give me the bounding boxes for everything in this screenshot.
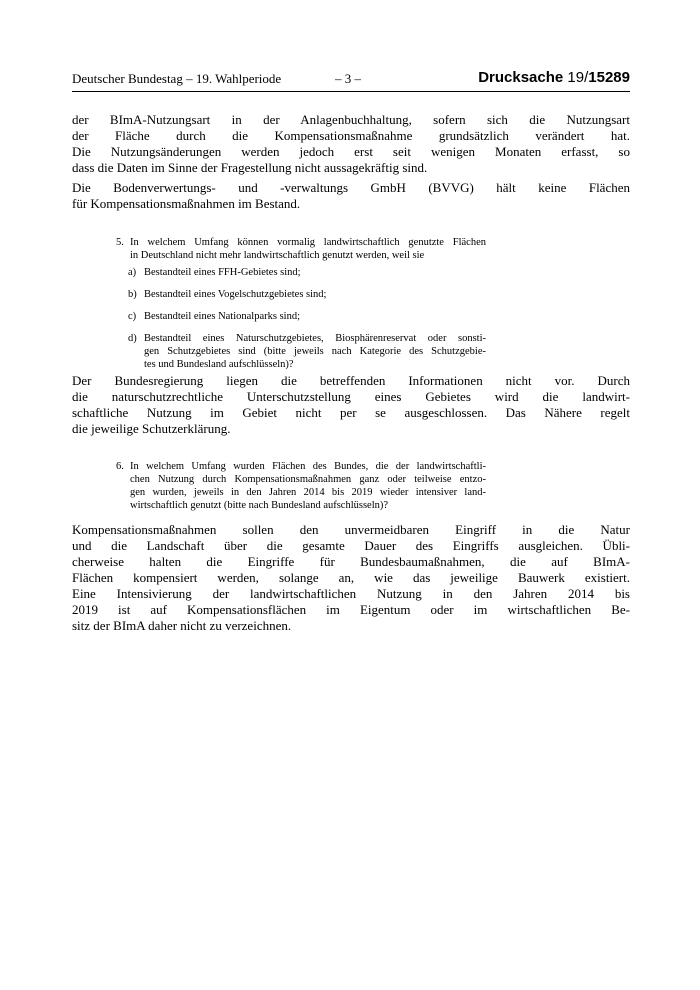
drucksache-label: Drucksache: [478, 69, 564, 86]
drucksache-number: [478, 69, 630, 86]
question-number: 6.: [116, 461, 124, 472]
subitem-a: [128, 266, 486, 279]
subitem-letter: b): [128, 289, 137, 300]
text-line: Kompensationsmaßnahmen sollen den unvermeidbaren Eingriff in die Natur: [72, 522, 630, 537]
question-line: chen Nutzung durch Kompensationsmaßnahmen ganz oder teilweise entzo-: [130, 474, 486, 485]
question-line: wirtschaftlich genutzt (bitte nach Bundesland aufschlüsseln)?: [130, 500, 389, 511]
subitem-letter: c): [128, 311, 137, 322]
text-line: Flächen kompensiert werden, solange an, wie das jeweilige Bauwerk existiert.: [72, 570, 630, 585]
text-line: dass die Daten im Sinne der Fragestellung nicht aussagekräftig sind.: [72, 160, 428, 175]
text-line: und die Landschaft über die gesamte Dauer des Eingriffs ausgleichen. Übli-: [72, 538, 630, 553]
answer-paragraph-3: [72, 373, 630, 437]
text-line: 2019 ist auf Kompensationsflächen im Eigentum oder im wirtschaftlichen Be-: [72, 602, 630, 617]
question-line: In welchem Umfang wurden Flächen des Bundes, die der landwirtschaftli-: [130, 461, 486, 472]
subitem-text: tes und Bundesland aufschlüsseln)?: [144, 359, 294, 370]
question-5-subitems: [128, 266, 486, 380]
subitem-text: gen Schutzgebietes sind (bitte jeweils nach Kategorie des Schutzgebie-: [144, 346, 486, 357]
text-line: Eine Intensivierung der landwirtschaftlichen Nutzung in den Jahren 2014 bis: [72, 586, 630, 601]
text-line: die jeweilige Schutzerklärung.: [72, 421, 231, 436]
subitem-d: [128, 332, 486, 371]
text-line: Die Nutzungsänderungen werden jedoch erst seit wenigen Monaten erfasst, so: [72, 144, 630, 159]
answer-paragraph-2: [72, 180, 630, 212]
drucksache-id: 15289: [588, 69, 630, 86]
question-number: 5.: [116, 237, 124, 248]
text-line: der BImA-Nutzungsart in der Anlagenbuchhaltung, sofern sich die Nutzungsart: [72, 112, 630, 127]
subitem-text: Bestandteil eines FFH-Gebietes sind;: [144, 267, 301, 278]
question-line: In welchem Umfang können vormalig landwirtschaftlich genutzte Flächen: [130, 237, 486, 248]
question-6: [116, 460, 486, 512]
question-line: in Deutschland nicht mehr landwirtschaftlich genutzt werden, weil sie: [130, 250, 425, 261]
text-line: sitz der BImA daher nicht zu verzeichnen.: [72, 618, 292, 633]
subitem-text: Bestandteil eines Vogelschutzgebietes sind;: [144, 289, 327, 300]
text-line: Der Bundesregierung liegen die betreffenden Informationen nicht vor. Durch: [72, 373, 630, 388]
text-line: cherweise halten die Eingriffe für Bundesbaumaßnahmen, die auf BImA-: [72, 554, 630, 569]
subitem-letter: d): [128, 333, 137, 344]
text-line: für Kompensationsmaßnahmen im Bestand.: [72, 196, 301, 211]
question-5: [116, 236, 486, 262]
subitem-letter: a): [128, 267, 137, 278]
subitem-text: Bestandteil eines Nationalparks sind;: [144, 311, 301, 322]
page-header: [72, 71, 630, 89]
text-line: Die Bodenverwertungs- und -verwaltungs GmbH (BVVG) hält keine Flächen: [72, 180, 630, 195]
text-line: schaftliche Nutzung im Gebiet nicht per se ausgeschlossen. Das Nähere regelt: [72, 405, 630, 420]
drucksache-period: 19/: [567, 69, 589, 86]
text-line: die naturschutzrechtliche Unterschutzstellung eines Gebietes wird die landwirt-: [72, 389, 630, 404]
header-publication: Deutscher Bundestag – 19. Wahlperiode: [72, 71, 282, 86]
question-line: gen wurden, jeweils in den Jahren 2014 bis 2019 wieder intensiver land-: [130, 487, 486, 498]
subitem-text: Bestandteil eines Naturschutzgebietes, Biosphärenreservat oder sonsti-: [144, 333, 486, 344]
answer-paragraph-4: [72, 522, 630, 634]
text-line: der Fläche durch die Kompensationsmaßnahme grundsätzlich verändert hat.: [72, 128, 630, 143]
subitem-b: [128, 288, 486, 301]
subitem-c: [128, 310, 486, 323]
answer-paragraph-1: [72, 112, 630, 176]
header-rule: [72, 91, 630, 92]
page-number: – 3 –: [335, 71, 361, 86]
